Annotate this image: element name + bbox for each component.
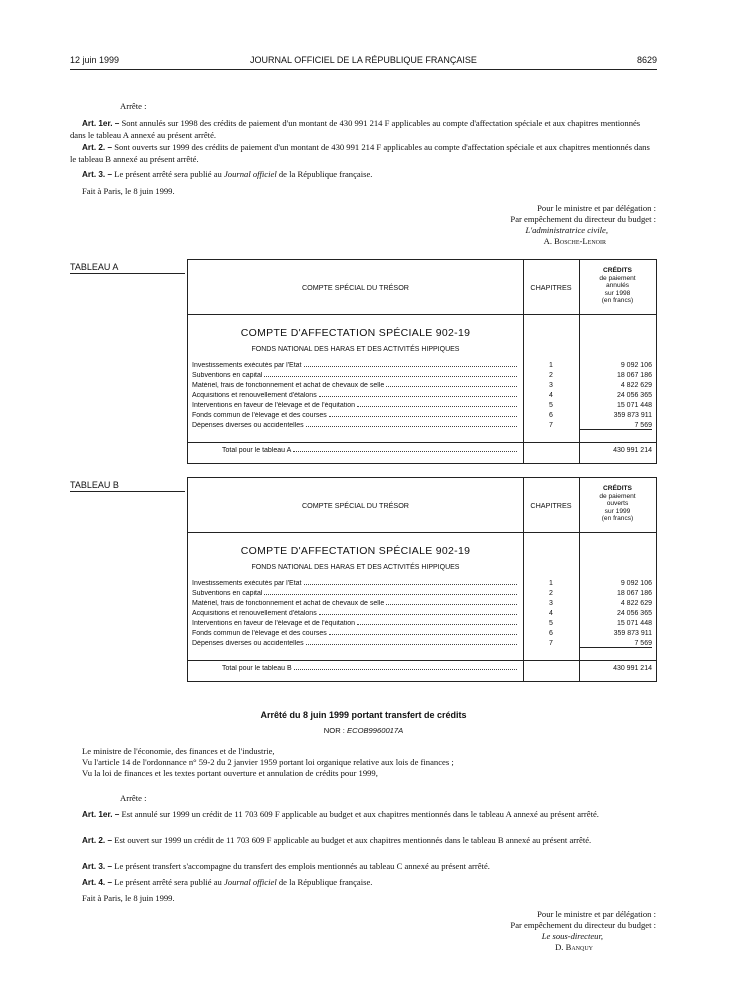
table-row [192,422,657,432]
tableau-b-col-credits-line: CRÉDITS [603,485,632,492]
arrete2-art4 [70,877,657,889]
arrete2-fait: Fait à Paris, le 8 juin 1999. [82,893,175,903]
tableau-a [187,259,657,464]
tableau-a-col-credits [579,267,656,305]
row-chapitre: 2 [549,372,553,379]
total-label: Total pour le tableau A [222,447,292,454]
arrete2-signature [356,909,656,953]
row-chapitre: 6 [549,412,553,419]
header-rule [70,69,657,70]
header-journal-title: JOURNAL OFFICIEL DE LA RÉPUBLIQUE FRANÇAISE [250,55,477,65]
row-chapitre: 5 [549,402,553,409]
row-montant: 24 056 365 [616,392,652,399]
nor-label: NOR : [323,726,345,735]
table-row [192,382,657,392]
row-montant: 15 071 448 [616,620,652,627]
row-label: Acquisitions et renouvellement d'étalons [192,392,317,399]
tableau-a-col-credits-line: (en francs) [601,297,634,305]
arrete2-art3 [70,861,657,873]
arrete1-art2-text: Sont ouverts sur 1999 des crédits de paiement d'un montant de 430 991 214 F applicables au compte d'affectation spéciale et aux chapitres mentionnés dans le tableau B annexé au présent arrêté. [70,142,650,164]
tableau-a-col-compte: COMPTE SPÉCIAL DU TRÉSOR [301,283,410,292]
arrete1-art1 [70,118,657,140]
arrete1-sig-line1: Pour le ministre et par délégation : [537,203,656,213]
row-chapitre: 4 [549,392,553,399]
row-montant: 9 092 106 [620,362,652,369]
tableau-b-col-credits-line: sur 1999 [604,507,631,515]
arrete2-sig-title: Le sous-directeur, [541,931,603,941]
table-row [192,392,657,402]
table-row [192,580,657,590]
row-montant: 18 067 186 [616,372,652,379]
arrete2-art1-text: Est annulé sur 1999 un crédit de 11 703 609 F applicable au budget et aux chapitres mentionnés dans le tableau A annexé au présent arrêté. [121,809,599,819]
arrete2-art4-text-before: Le présent arrêté sera publié au [114,877,222,887]
row-label: Interventions en faveur de l'élevage et de l'équitation [192,402,356,409]
arrete2-art2-label: Art. 2. – [82,836,113,845]
arrete2-sig-name: D. Banquy [555,942,593,952]
arrete1-art1-text: Sont annulés sur 1998 des crédits de paiement d'un montant de 430 991 214 F applicables au compte d'affectation spéciale et aux chapitres mentionnés dans le tableau A annexé au présent arrêté. [70,118,641,140]
arrete2-title: Arrêté du 8 juin 1999 portant transfert de crédits [260,710,467,720]
tableau-a-total-rule [188,442,656,443]
tableau-a-subtitle: FONDS NATIONAL DES HARAS ET DES ACTIVITÉS HIPPIQUES [251,346,460,353]
tableau-a-title: COMPTE D'AFFECTATION SPÉCIALE 902-19 [240,327,471,339]
tableau-b-col-credits [579,485,656,523]
row-montant: 15 071 448 [616,402,652,409]
arrete2-art1 [70,809,657,821]
arrete2-sig-line1: Pour le ministre et par délégation : [537,909,656,919]
arrete1-art3-label: Art. 3. – [82,170,113,179]
row-montant: 359 873 911 [613,412,652,419]
arrete2-art4-journal: Journal officiel [223,877,277,887]
arrete2-visa-minister: Le ministre de l'économie, des finances et de l'industrie, [82,746,275,756]
arrete1-art3-journal: Journal officiel [223,169,277,179]
arrete1-fait: Fait à Paris, le 8 juin 1999. [82,186,175,196]
table-row [192,372,657,382]
arrete2-sig-line2: Par empêchement du directeur du budget : [510,920,656,930]
tableau-b-col-credits-line: ouverts [606,500,629,508]
tableau-a-header-rule [188,314,656,315]
row-label: Investissements exécutés par l'État [192,362,302,369]
row-label: Acquisitions et renouvellement d'étalons [192,610,317,617]
table-total-row [192,447,657,457]
table-row [192,590,657,600]
arrete2-art4-text-after: de la République française. [278,877,373,887]
row-label: Investissements exécutés par l'État [192,580,302,587]
arrete1-sig-name: A. Bosche-Lenoir [543,236,606,246]
row-chapitre: 3 [549,600,553,607]
total-amount: 430 991 214 [613,447,652,454]
tableau-b-subtitle: FONDS NATIONAL DES HARAS ET DES ACTIVITÉS HIPPIQUES [251,564,460,571]
arrete2-art3-text: Le présent transfert s'accompagne du transfert des emplois mentionnés au tableau C annexé au présent arrêté. [114,861,490,871]
row-montant: 4 822 629 [620,600,652,607]
table-row [192,640,657,650]
table-row [192,402,657,412]
arrete1-sig-title: L'administratrice civile, [525,225,608,235]
row-chapitre: 7 [549,422,553,429]
row-montant: 24 056 365 [616,610,652,617]
arrete2-nor [70,726,657,735]
arrete1-art1-label: Art. 1er. – [82,119,120,128]
tableau-a-col-chapitres: CHAPITRES [530,283,572,292]
tableau-a-col-credits-line: sur 1998 [604,289,631,297]
arrete1-art3-text-before: Le présent arrêté sera publié au [114,169,222,179]
arrete2-intro: Arrête : [120,793,147,803]
tableau-b [187,477,657,682]
row-chapitre: 3 [549,382,553,389]
tableau-b-col-chapitres: CHAPITRES [530,501,572,510]
tableau-a-col-credits-line: de paiement [599,274,636,282]
arrete1-signature [356,203,656,247]
arrete1-sig-line2: Par empêchement du directeur du budget : [510,214,656,224]
tableau-b-label: TABLEAU B [70,480,185,492]
row-montant: 9 092 106 [620,580,652,587]
row-chapitre: 2 [549,590,553,597]
tableau-b-col-credits-line: de paiement [599,492,636,500]
arrete1-art2 [70,142,657,164]
tableau-b-title: COMPTE D'AFFECTATION SPÉCIALE 902-19 [240,545,471,557]
table-total-row [192,665,657,675]
tableau-b-col-compte: COMPTE SPÉCIAL DU TRÉSOR [301,501,410,510]
arrete1-art3 [70,169,657,181]
row-montant: 4 822 629 [620,382,652,389]
row-montant: 18 067 186 [616,590,652,597]
table-row [192,620,657,630]
table-row [192,610,657,620]
arrete2-art1-label: Art. 1er. – [82,810,120,819]
row-chapitre: 1 [549,580,553,587]
row-montant: 359 873 911 [613,630,652,637]
tableau-b-total-rule [188,660,656,661]
tableau-a-col-credits-line: annulés [605,282,630,290]
arrete1-art3-text-after: de la République française. [278,169,373,179]
arrete2-art4-label: Art. 4. – [82,878,113,887]
table-row [192,600,657,610]
tableau-b-col-credits-line: (en francs) [601,515,634,523]
arrete2-visa-loi: Vu la loi de finances et les textes portant ouverture et annulation de crédits pour 1999, [82,768,378,778]
header-date: 12 juin 1999 [70,55,120,65]
page-header [70,52,657,72]
row-label: Subventions en capital [192,590,263,597]
row-chapitre: 7 [549,640,553,647]
row-label: Matériel, frais de fonctionnement et achat de chevaux de selle [192,600,385,607]
nor-code: ECOB9960017A [347,726,404,735]
row-chapitre: 1 [549,362,553,369]
table-row [192,630,657,640]
row-label: Subventions en capital [192,372,263,379]
tableau-b-header-rule [188,532,656,533]
row-label: Fonds commun de l'élevage et des courses [192,412,327,419]
row-label: Dépenses diverses ou accidentelles [192,422,304,429]
arrete2-art2 [70,835,657,847]
row-label: Dépenses diverses ou accidentelles [192,640,304,647]
row-label: Interventions en faveur de l'élevage et de l'équitation [192,620,356,627]
total-label: Total pour le tableau B [222,665,292,672]
row-montant: 7 569 [580,640,652,648]
arrete2-visa-ordonnance: Vu l'article 14 de l'ordonnance n° 59-2 du 2 janvier 1959 portant loi organique relative aux lois de finances ; [82,757,454,767]
row-chapitre: 5 [549,620,553,627]
tableau-a-label: TABLEAU A [70,262,185,274]
total-amount: 430 991 214 [613,665,652,672]
header-page-number: 8629 [636,55,657,65]
row-label: Fonds commun de l'élevage et des courses [192,630,327,637]
arrete2-art2-text: Est ouvert sur 1999 un crédit de 11 703 609 F applicable au budget et aux chapitres mentionnés dans le tableau B annexé au présent arrêté. [114,835,592,845]
row-chapitre: 4 [549,610,553,617]
row-chapitre: 6 [549,630,553,637]
arrete2-art3-label: Art. 3. – [82,862,113,871]
arrete1-intro: Arrête : [120,101,147,111]
arrete1-art2-label: Art. 2. – [82,143,113,152]
table-row [192,412,657,422]
table-row [192,362,657,372]
tableau-a-col-credits-line: CRÉDITS [603,267,632,274]
row-label: Matériel, frais de fonctionnement et achat de chevaux de selle [192,382,385,389]
row-montant: 7 569 [580,422,652,430]
